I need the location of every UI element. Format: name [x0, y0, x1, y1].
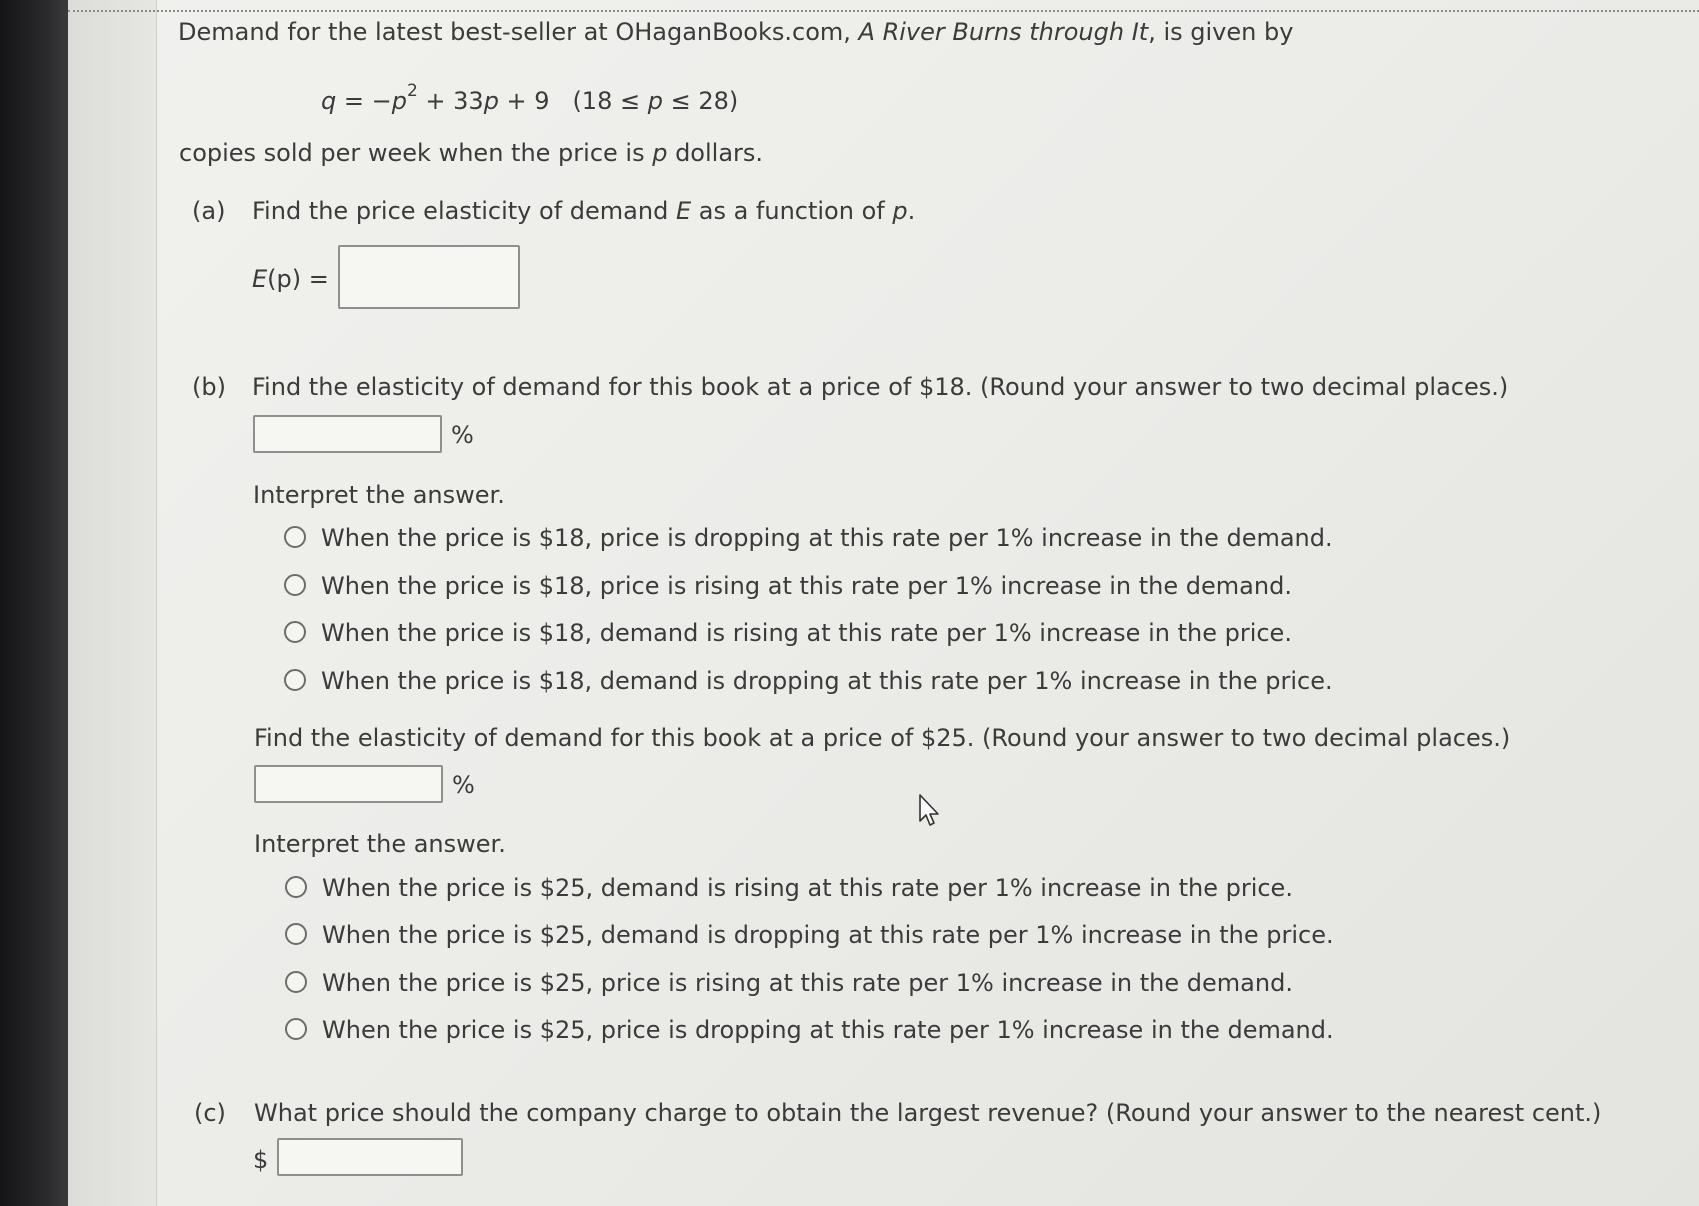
top-divider: [68, 10, 1699, 12]
left-panel: [68, 0, 157, 1206]
eq-part: ≤ 28): [662, 87, 739, 115]
eq-p: p: [647, 87, 663, 115]
var-E: E: [252, 265, 268, 293]
intro-line: [178, 17, 1293, 47]
part-b-prompt-18: Find the elasticity of demand for this book at a price of $18. (Round your answer to two decimal places.): [252, 373, 1509, 401]
radio-option-18-3[interactable]: [284, 621, 306, 643]
radio-option-25-3[interactable]: [285, 971, 307, 993]
prompt-text: .: [907, 197, 916, 225]
interpret-label-25: Interpret the answer.: [254, 830, 506, 858]
intro-text-end: , is given by: [1148, 18, 1294, 46]
elasticity-function-label: [252, 264, 329, 294]
intro-line2: [179, 138, 763, 168]
radio-option-18-2[interactable]: [284, 574, 306, 596]
part-a-label: (a): [192, 197, 226, 225]
intro-text: copies sold per week when the price is: [179, 139, 653, 167]
radio-option-25-2[interactable]: [285, 923, 307, 945]
eq-p: p: [483, 87, 499, 115]
eq-exponent: 2: [406, 81, 418, 101]
option-25-3-label[interactable]: When the price is $25, price is rising at this rate per 1% increase in the demand.: [322, 969, 1293, 997]
part-c-prompt: What price should the company charge to obtain the largest revenue? (Round your answer to the nearest cent.): [254, 1099, 1602, 1127]
option-25-4-label[interactable]: When the price is $25, price is dropping at this rate per 1% increase in the demand.: [322, 1016, 1334, 1044]
arrow-cursor-icon: [918, 793, 944, 829]
eq-part: = −: [336, 87, 392, 115]
optimal-price-input[interactable]: [277, 1138, 463, 1176]
option-18-2-label[interactable]: When the price is $18, price is rising at this rate per 1% increase in the demand.: [321, 572, 1292, 600]
option-18-4-label[interactable]: When the price is $18, demand is dropping at this rate per 1% increase in the price.: [321, 667, 1333, 695]
eq-q: q: [321, 87, 337, 115]
screen: [68, 0, 1699, 1206]
percent-unit-18: %: [451, 421, 474, 449]
option-18-1-label[interactable]: When the price is $18, price is dropping at this rate per 1% increase in the demand.: [321, 524, 1333, 552]
var-p: p: [892, 197, 908, 225]
eq-p: p: [391, 87, 407, 115]
option-25-2-label[interactable]: When the price is $25, demand is dropping at this rate per 1% increase in the price.: [322, 921, 1334, 949]
percent-unit-25: %: [452, 771, 475, 799]
book-title: A River Burns through It: [858, 18, 1149, 46]
monitor-bezel: [0, 0, 68, 1206]
intro-text: Demand for the latest best-seller at OHaganBooks.com,: [178, 18, 859, 46]
var-E: E: [675, 197, 692, 225]
label-text: (p) =: [267, 265, 329, 293]
intro-text: dollars.: [667, 139, 764, 167]
elasticity-18-input[interactable]: [253, 415, 442, 453]
part-c-label: (c): [194, 1099, 226, 1127]
eq-part: + 33: [417, 87, 484, 115]
interpret-label-18: Interpret the answer.: [253, 481, 505, 509]
demand-equation: [321, 80, 738, 116]
radio-option-25-4[interactable]: [285, 1018, 307, 1040]
radio-option-18-1[interactable]: [284, 526, 306, 548]
currency-symbol: $: [253, 1146, 269, 1174]
radio-option-18-4[interactable]: [284, 669, 306, 691]
part-b-label: (b): [192, 373, 226, 401]
part-b-prompt-25: Find the elasticity of demand for this book at a price of $25. (Round your answer to two decimal places.): [254, 724, 1511, 752]
elasticity-function-input[interactable]: [338, 245, 520, 309]
prompt-text: as a function of: [691, 197, 893, 225]
radio-option-25-1[interactable]: [285, 876, 307, 898]
option-18-3-label[interactable]: When the price is $18, demand is rising at this rate per 1% increase in the price.: [321, 619, 1292, 647]
prompt-text: Find the price elasticity of demand: [252, 197, 676, 225]
option-25-1-label[interactable]: When the price is $25, demand is rising at this rate per 1% increase in the price.: [322, 874, 1293, 902]
var-p: p: [652, 139, 668, 167]
eq-part: + 9 (18 ≤: [498, 87, 648, 115]
part-a-prompt: [252, 196, 915, 226]
elasticity-25-input[interactable]: [254, 765, 443, 803]
